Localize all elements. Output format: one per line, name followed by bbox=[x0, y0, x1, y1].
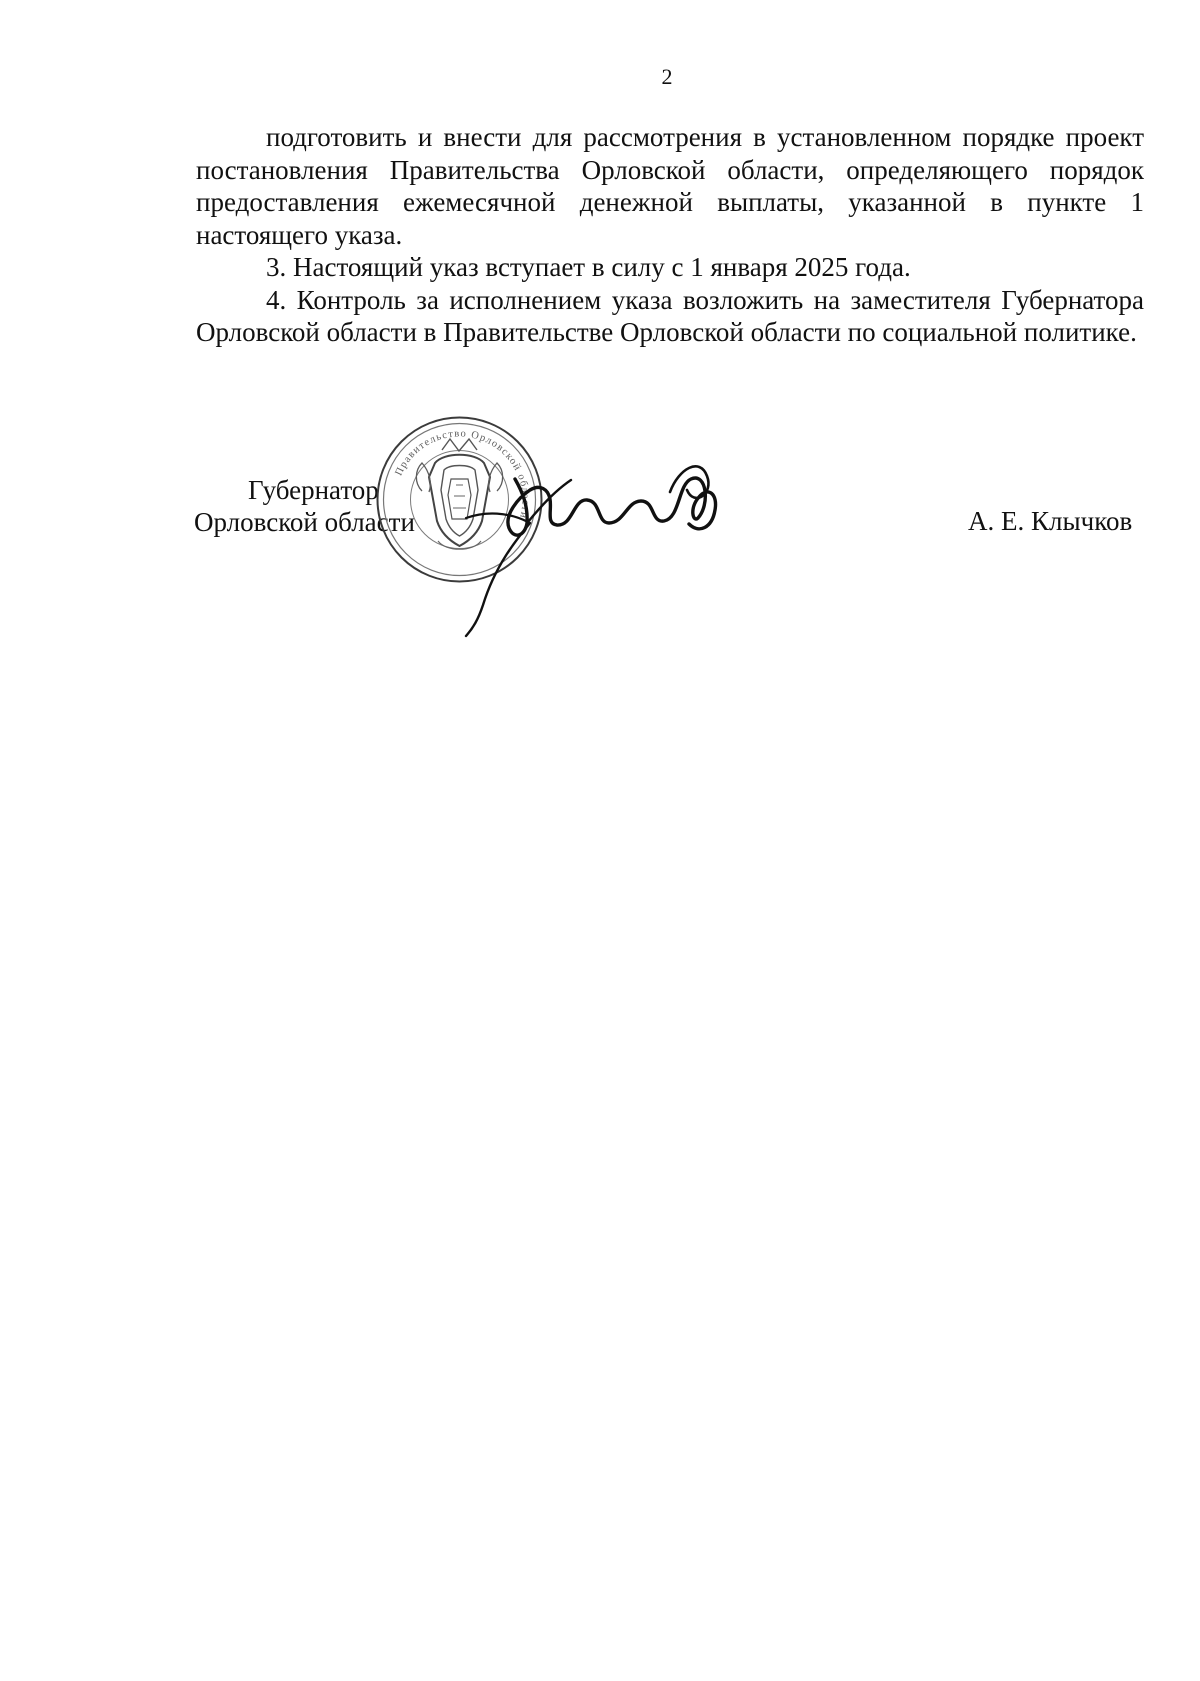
document-body bbox=[196, 121, 1144, 349]
paragraph-preparation: подготовить и внести для рассмотрения в установленном порядке проект постановления Правительства Орловской области, определяющего порядок предоставления ежемесячной денежной выплаты, указанной в пункте 1 настоящего указа. bbox=[196, 122, 1144, 250]
signature-block bbox=[0, 0, 1200, 700]
handwritten-signature-icon bbox=[458, 448, 778, 638]
signer-title-line-1: Губернатор bbox=[248, 475, 379, 505]
signer-name: А. Е. Клычков bbox=[968, 506, 1133, 536]
seal-text: Правительство Орловской области bbox=[393, 428, 531, 520]
page-number: 2 bbox=[661, 64, 673, 89]
paragraph-effective-date: 3. Настоящий указ вступает в силу с 1 января 2025 года. bbox=[266, 252, 911, 282]
paragraph-control: 4. Контроль за исполнением указа возложить на заместителя Губернатора Орловской области в Правительстве Орловской области по социальной политике. bbox=[196, 284, 1144, 347]
signer-title-line-2: Орловской области bbox=[194, 507, 415, 537]
